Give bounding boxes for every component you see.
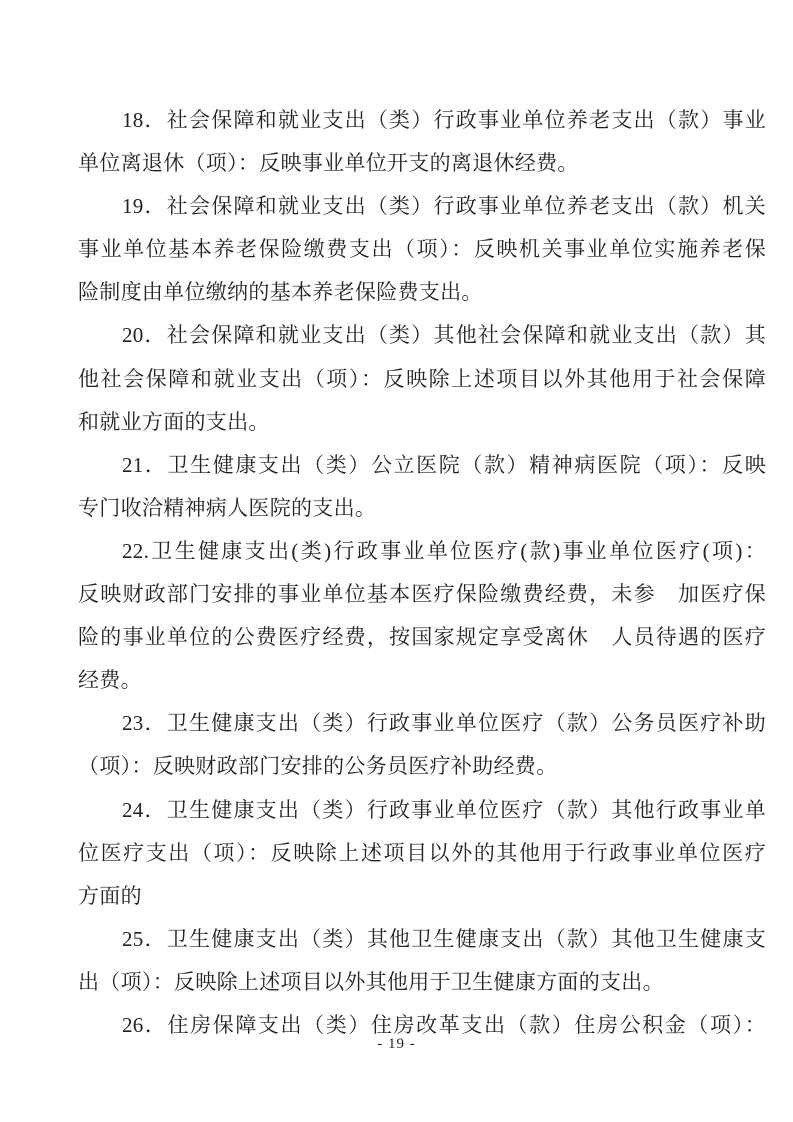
paragraph-18 [78, 99, 766, 185]
paragraph-24 [78, 789, 766, 918]
text-line: （项）：反映财政部门安排的公务员医疗补助经费。 [78, 754, 558, 779]
text-line: 26．住房保障支出（类）住房改革支出（款）住房公积金（项）： [122, 1012, 766, 1037]
text-line: 险的事业单位的公费医疗经费，按国家规定享受离休 人员待遇的医疗 [78, 625, 766, 650]
page-number: - 19 - [377, 1036, 416, 1052]
text-line: 他社会保障和就业支出（项）：反映除上述项目以外其他用于社会保障 [78, 366, 766, 391]
page-footer [0, 1036, 793, 1053]
paragraph-21 [78, 444, 766, 530]
text-line: 事业单位基本养老保险缴费支出（项）：反映机关事业单位实施养老保 [78, 237, 766, 262]
text-line: 方面的 [78, 883, 142, 908]
paragraph-25 [78, 918, 766, 1004]
document-body [78, 99, 766, 1047]
text-line: 25．卫生健康支出（类）其他卫生健康支出（款）其他卫生健康支 [122, 926, 766, 951]
text-line: 18．社会保障和就业支出（类）行政事业单位养老支出（款）事业 [122, 108, 766, 132]
text-line: 位医疗支出（项）：反映除上述项目以外的其他用于行政事业单位医疗 [78, 840, 766, 865]
text-line: 19．社会保障和就业支出（类）行政事业单位养老支出（款）机关 [122, 194, 766, 219]
text-line: 20．社会保障和就业支出（类）其他社会保障和就业支出（款）其 [122, 323, 766, 348]
text-line: 和就业方面的支出。 [78, 409, 270, 434]
text-line: 经费。 [78, 668, 142, 693]
paragraph-19 [78, 185, 766, 314]
text-line: 专门收洽精神病人医院的支出。 [78, 495, 377, 520]
text-line: 出（项）：反映除上述项目以外其他用于卫生健康方面的支出。 [78, 969, 664, 994]
text-line: 单位离退休（项）：反映事业单位开支的离退休经费。 [78, 151, 579, 176]
text-line: 21．卫生健康支出（类）公立医院（款）精神病医院（项）：反映 [122, 452, 766, 477]
paragraph-22 [78, 530, 766, 702]
text-line: 险制度由单位缴纳的基本养老保险费支出。 [78, 280, 483, 305]
paragraph-23 [78, 702, 766, 788]
text-line: 24．卫生健康支出（类）行政事业单位医疗（款）其他行政事业单 [122, 797, 766, 822]
text-line: 反映财政部门安排的事业单位基本医疗保险缴费经费，未参 加医疗保 [78, 582, 766, 607]
text-line: 23．卫生健康支出（类）行政事业单位医疗（款）公务员医疗补助 [122, 711, 766, 736]
text-line: 22.卫生健康支出(类)行政事业单位医疗(款)事业单位医疗(项)： [122, 538, 766, 563]
paragraph-20 [78, 314, 766, 443]
